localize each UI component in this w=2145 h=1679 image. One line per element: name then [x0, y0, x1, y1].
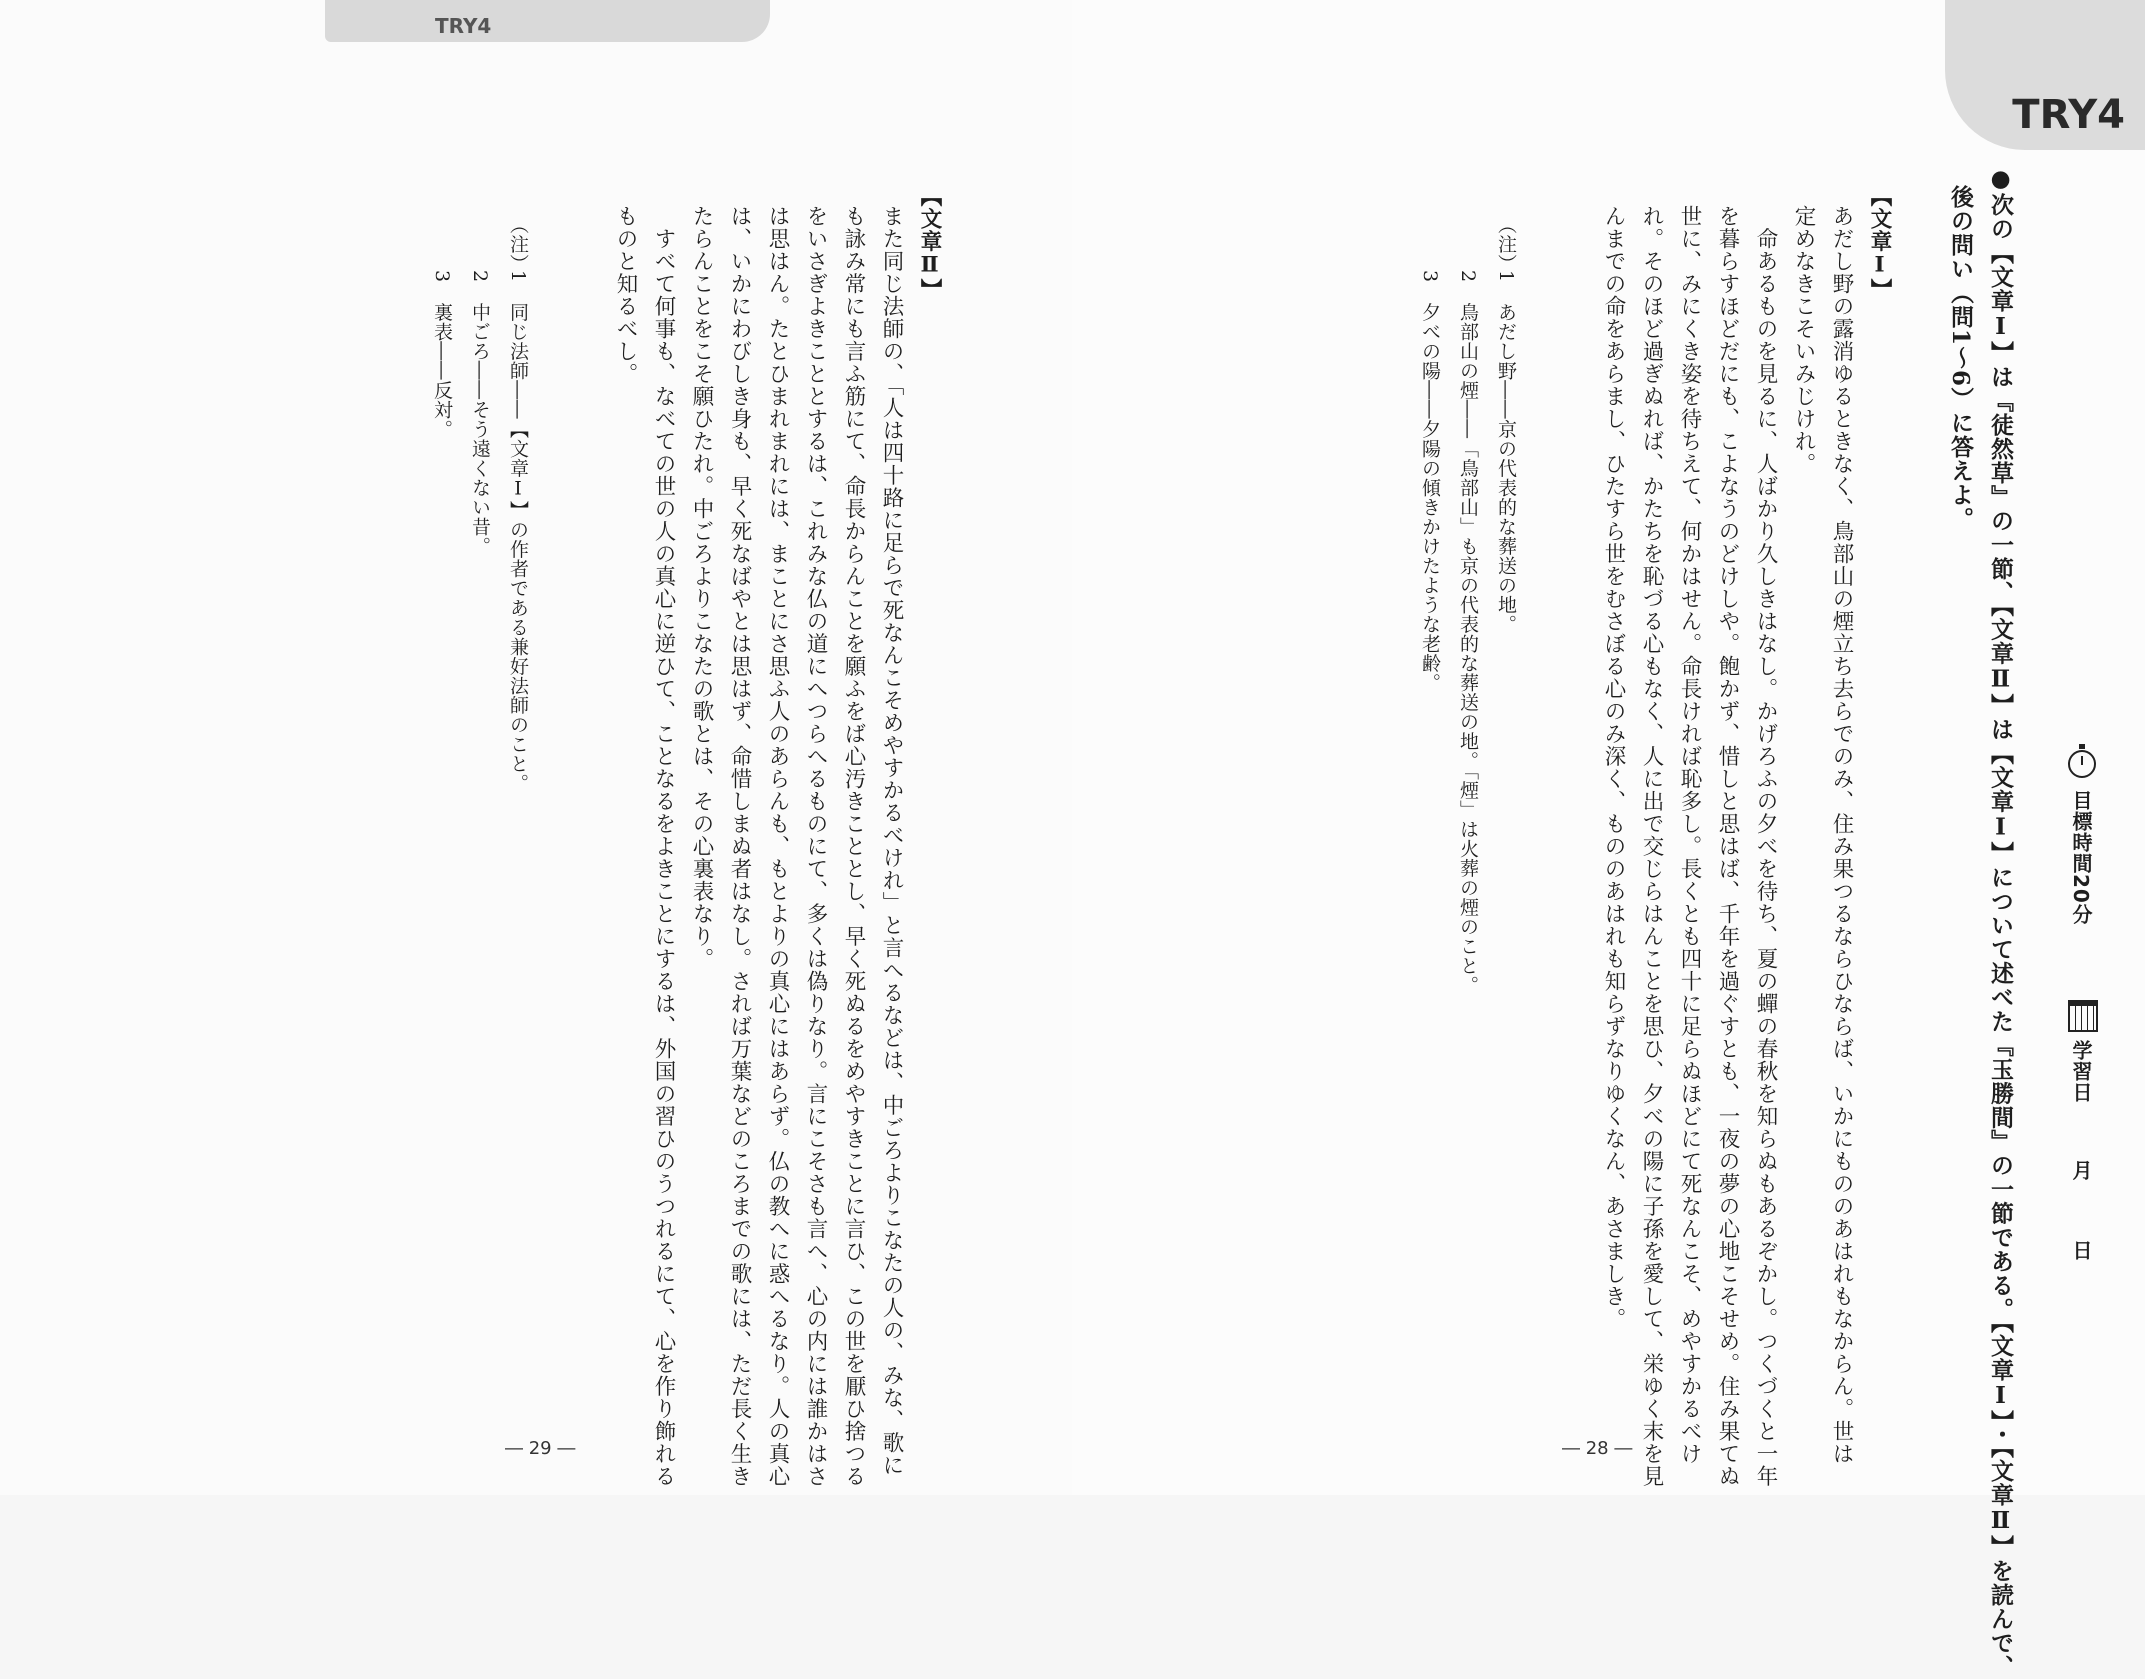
notes1-item-3: 3 夕べの陽――夕陽の傾きかけたような老齢。 — [1419, 270, 1441, 693]
right-page — [1072, 0, 2145, 1679]
text2-line-8: ものと知るべし。 — [613, 205, 638, 385]
text1-line-5: 世に、みにくき姿を待ちえて、何かはせん。命長ければ恥多し。長くとも四十に足らぬほどにて死なんこそ、めやすかるべけ — [1677, 205, 1702, 1465]
text1-line-3: 命あるものを見るに、人ばかり久しきはなし。かげろふの夕べを待ち、夏の蟬の春秋を知らぬもあるぞかし。つくづくと一年 — [1753, 205, 1778, 1488]
text2-line-7: すべて何事も、なべての世の人の真心に逆ひて、ことなるをよきことにするは、外国の習ひのうつれるにて、心を作り飾れる — [651, 205, 676, 1488]
right-page-number: ― 28 ― — [1562, 1438, 1633, 1459]
notes2-item-3: 3 裏表――反対。 — [431, 270, 453, 439]
notes2-label: （注） — [507, 215, 529, 274]
text2-heading: 【文章Ⅱ】 — [917, 185, 942, 301]
text2-line-1: また同じ法師の、「人は四十路に足らで死なんこそめやすかるべけれ」と言へるなどは、中ごろよりこなたの人の、みな、歌に — [879, 205, 904, 1477]
calendar-icon — [2068, 1000, 2098, 1032]
text1-heading: 【文章Ⅰ】 — [1867, 185, 1892, 301]
text1-line-2: 定めなきこそいみじけれ。 — [1791, 205, 1816, 475]
study-month: 月 — [2069, 1160, 2093, 1181]
text1-line-1: あだし野の露消ゆるときなく、鳥部山の煙立ち去らでのみ、住み果つるならひならば、いかにもののあはれもなからん。世は — [1829, 205, 1854, 1465]
notes1-label: （注） — [1495, 215, 1517, 274]
instruction-line-2: 後の問い（問1～6）に答えよ。 — [1947, 185, 1974, 532]
left-header-tab — [325, 0, 770, 42]
left-try-label: TRY4 — [435, 14, 492, 38]
text1-line-7: んまでの命をあらまし、ひたすら世をむさぼる心のみ深く、もののあはれも知らずなりゆくなん、あさましき。 — [1601, 205, 1626, 1330]
left-page — [0, 0, 1072, 1495]
notes2-item-2: 2 中ごろ――そう遠くない昔。 — [469, 270, 491, 556]
text2-line-4: は思はん。たとひまれまれには、まことにさ思ふ人のあらんも、もとよりの真心にはあらず。仏の教へに惑へるなり。人の真心 — [765, 205, 790, 1488]
notes1-item-1: 1 あだし野――京の代表的な葬送の地。 — [1495, 270, 1517, 634]
right-try-label: TRY4 — [2012, 92, 2125, 138]
target-time: 目標時間20分 — [2069, 790, 2093, 925]
stopwatch-icon — [2068, 750, 2096, 778]
left-page-number: ― 29 ― — [505, 1438, 576, 1459]
text2-line-5: は、いかにわびしき身も、早く死なばやとは思はず、命惜しまぬ者はなし。されば万葉などのころまでの歌には、ただ長く生き — [727, 205, 752, 1488]
text2-line-3: をいさぎよきこととするは、これみな仏の道にへつらへるものにて、多くは偽りなり。言にこそさも言へ、心の内には誰かはさ — [803, 205, 828, 1488]
text1-line-4: を暮らすほどだにも、こよなうのどけしや。飽かず、惜しと思はば、千年を過ぐすとも、一夜の夢の心地こそせめ。住み果てぬ — [1715, 205, 1740, 1488]
text2-line-2: も詠み常にも言ふ筋にて、命長からんことを願ふをば心汚きこととし、早く死ぬるをめやすきことに言ひ、この世を厭ひ捨つる — [841, 205, 866, 1488]
notes2-item-1: 1 同じ法師――【文章Ⅰ】の作者である兼好法師のこと。 — [507, 270, 529, 793]
study-day: 日 — [2069, 1240, 2093, 1261]
study-date-label: 学習日 — [2069, 1040, 2093, 1103]
text1-line-6: れ。そのほど過ぎぬれば、かたちを恥づる心もなく、人に出で交じらはんことを思ひ、夕べの陽に子孫を愛して、栄ゆく末を見 — [1639, 205, 1664, 1488]
instruction-line-1: ●次の【文章Ⅰ】は『徒然草』の一節、【文章Ⅱ】は【文章Ⅰ】について述べた『玉勝間』の一節である。【文章Ⅰ】・【文章Ⅱ】を読んで、 — [1987, 165, 2014, 1679]
text2-line-6: たらんことをこそ願ひたれ。中ごろよりこなたの歌とは、その心裏表なり。 — [689, 205, 714, 970]
notes1-item-2: 2 鳥部山の煙――「鳥部山」も京の代表的な葬送の地。「煙」は火葬の煙のこと。 — [1457, 270, 1479, 995]
